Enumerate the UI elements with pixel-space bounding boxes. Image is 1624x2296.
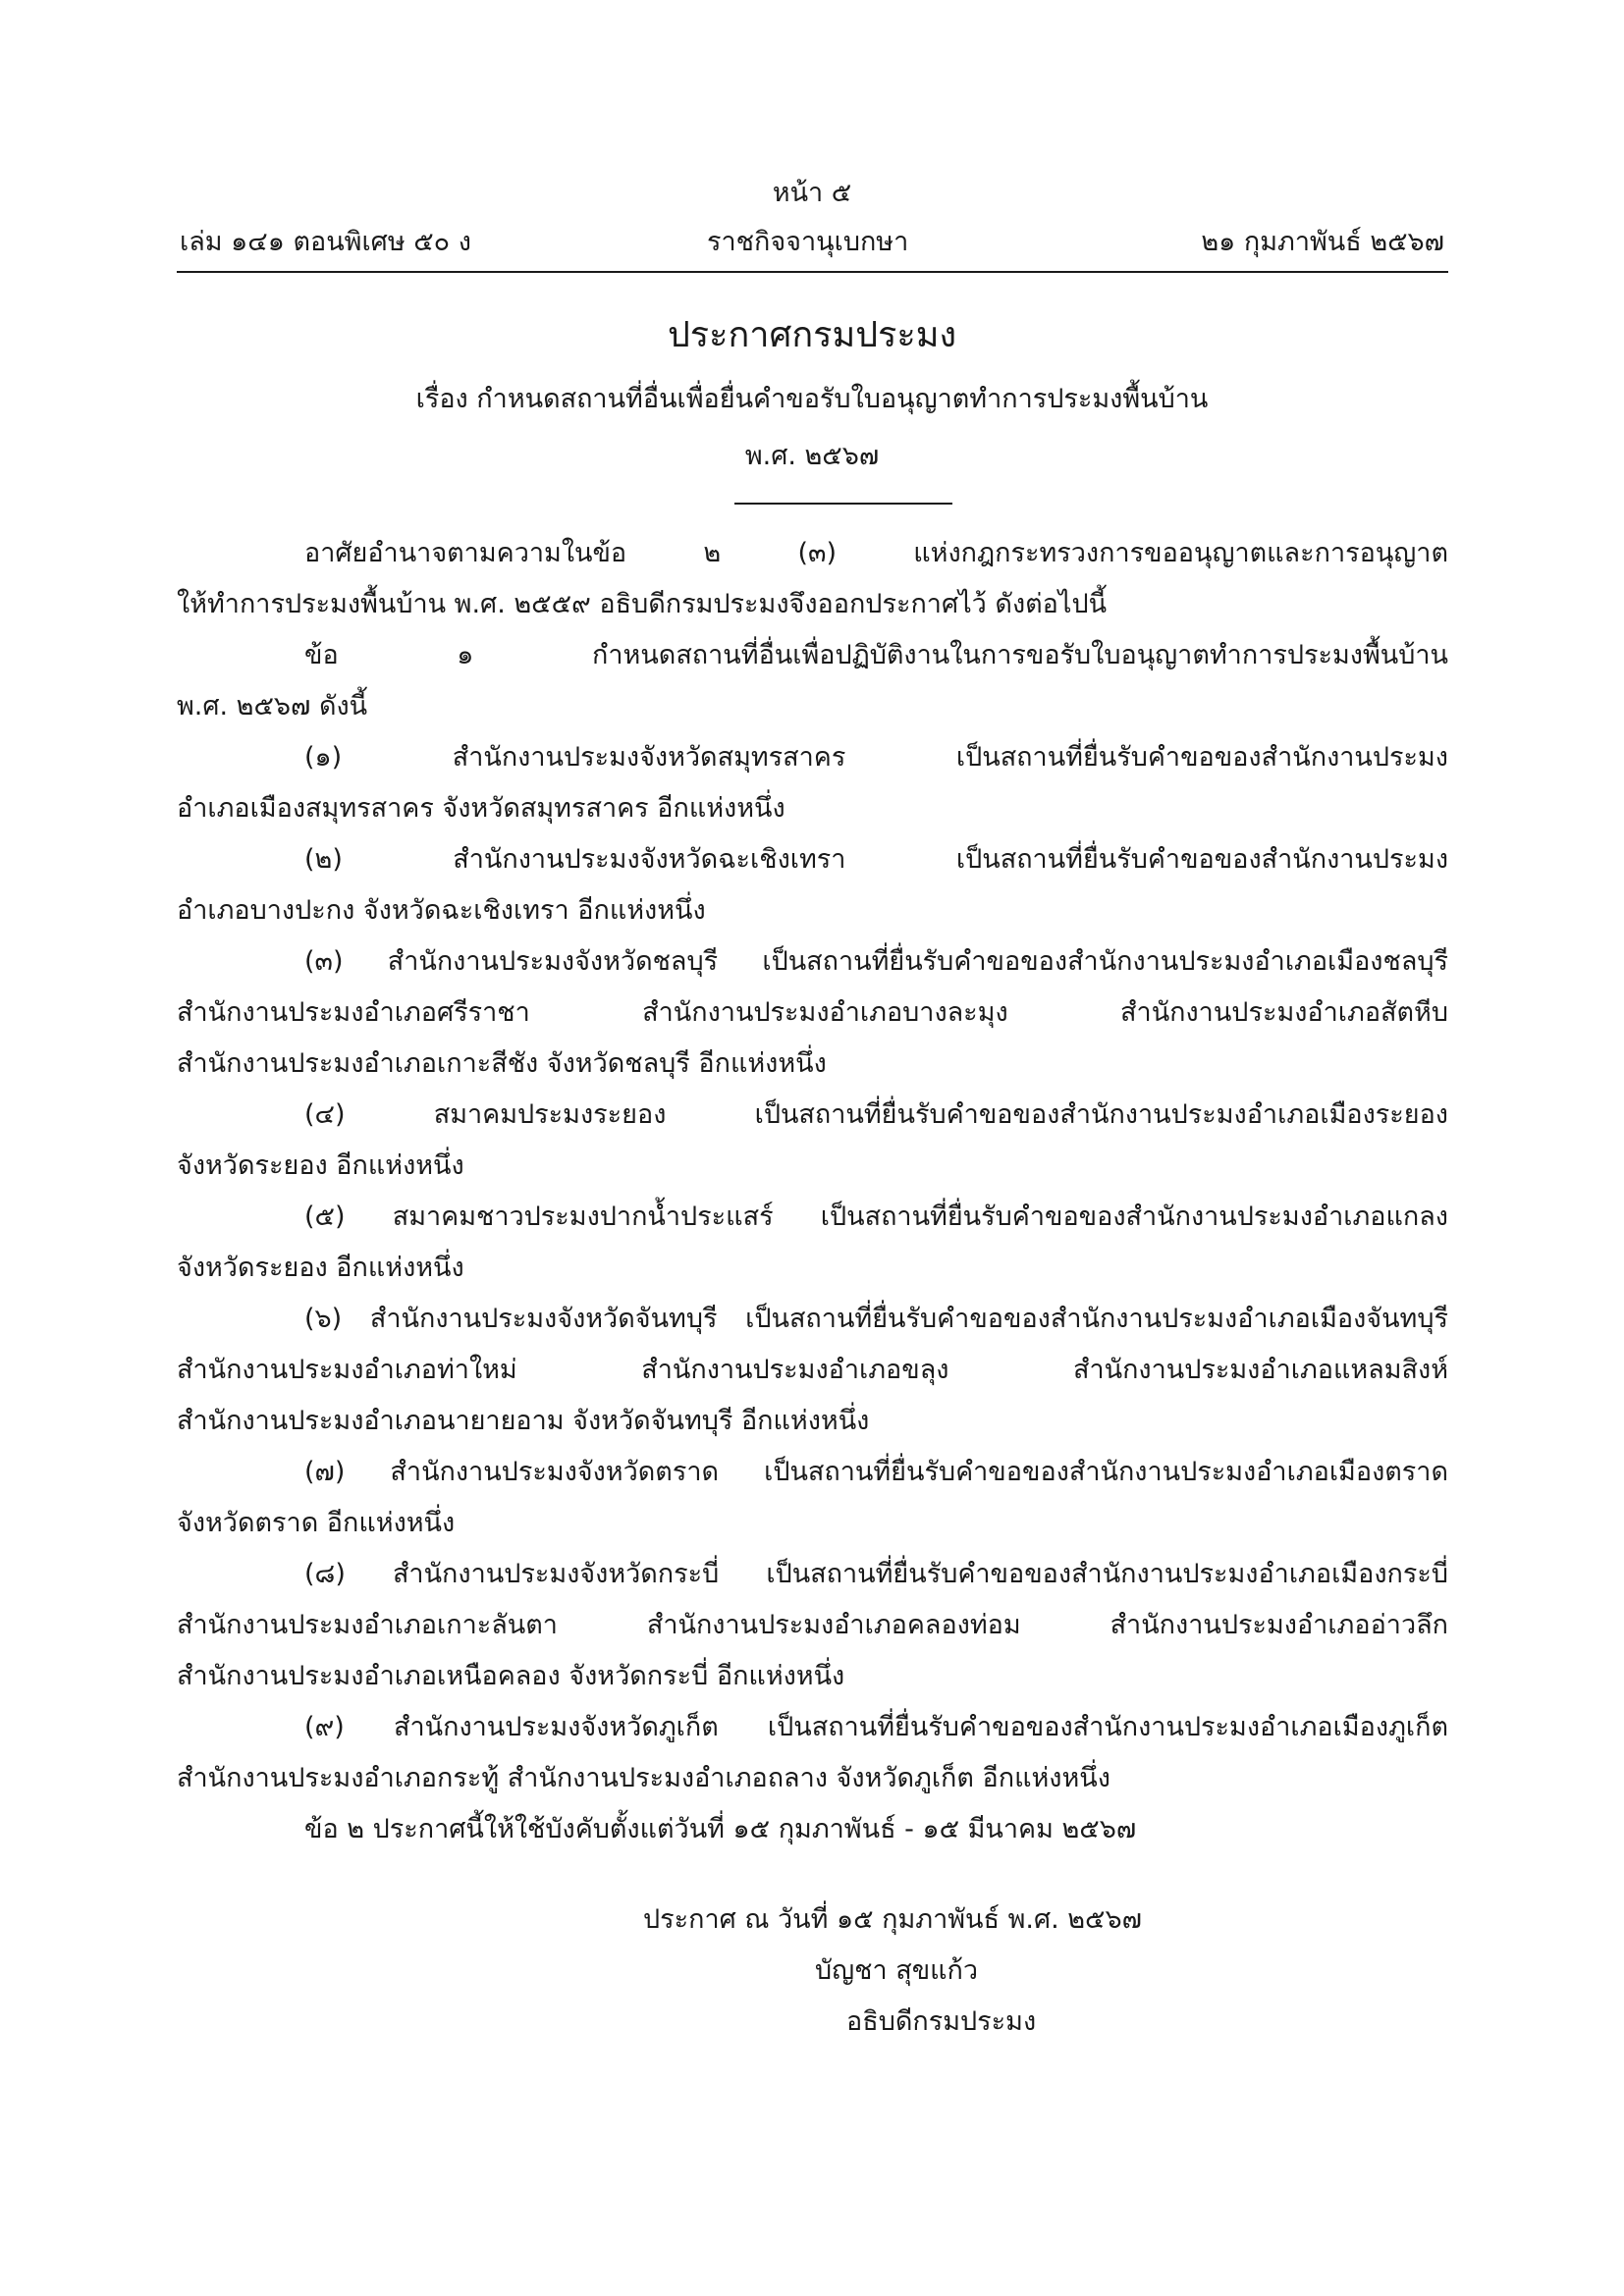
body-line: (๕) สมาคมชาวประมงปากน้ำประแสร์ เป็นสถานที่ยื่นรับคำขอของสำนักงานประมงอำเภอแกลง xyxy=(304,1201,1448,1232)
body-line: อำเภอบางปะกง จังหวัดฉะเชิงเทรา อีกแห่งหนึ่ง xyxy=(177,895,706,926)
body-line: (๑) สำนักงานประมงจังหวัดสมุทรสาคร เป็นสถานที่ยื่นรับคำขอของสำนักงานประมง xyxy=(304,742,1448,773)
body-line: จังหวัดระยอง อีกแห่งหนึ่ง xyxy=(177,1253,464,1283)
body-line: (๘) สำนักงานประมงจังหวัดกระบี่ เป็นสถานที่ยื่นรับคำขอของสำนักงานประมงอำเภอเมืองกระบี่ xyxy=(304,1559,1448,1589)
body-line: (๗) สำนักงานประมงจังหวัดตราด เป็นสถานที่ยื่นรับคำขอของสำนักงานประมงอำเภอเมืองตราด xyxy=(304,1457,1448,1487)
body-line: พ.ศ. ๒๕๖๗ ดังนี้ xyxy=(177,691,368,721)
announcement-subject: เรื่อง กำหนดสถานที่อื่นเพื่อยื่นคำขอรับใบอนุญาตทำการประมงพื้นบ้าน xyxy=(415,384,1209,414)
page-number: หน้า ๕ xyxy=(772,178,852,208)
header-rule xyxy=(177,271,1448,273)
volume-info: เล่ม ๑๔๑ ตอนพิเศษ ๕๐ ง xyxy=(180,227,471,257)
body-line: สำนักงานประมงอำเภอเกาะลันตา สำนักงานประมงอำเภอคลองท่อม สำนักงานประมงอำเภออ่าวลึก xyxy=(177,1610,1448,1640)
announcement-title: ประกาศกรมประมง xyxy=(667,315,957,355)
body-line: (๓) สำนักงานประมงจังหวัดชลบุรี เป็นสถานที่ยื่นรับคำขอของสำนักงานประมงอำเภอเมืองชลบุรี xyxy=(304,946,1448,977)
signatory-title: อธิบดีกรมประมง xyxy=(846,2006,1037,2037)
gazette-name: ราชกิจจานุเบกษา xyxy=(707,227,909,257)
body-line: ให้ทำการประมงพื้นบ้าน พ.ศ. ๒๕๕๙ อธิบดีกรมประมงจึงออกประกาศไว้ ดังต่อไปนี้ xyxy=(177,589,1108,619)
body-line: (๙) สำนักงานประมงจังหวัดภูเก็ต เป็นสถานที่ยื่นรับคำขอของสำนักงานประมงอำเภอเมืองภูเก็ต xyxy=(304,1712,1448,1742)
body-line: (๔) สมาคมประมงระยอง เป็นสถานที่ยื่นรับคำขอของสำนักงานประมงอำเภอเมืองระยอง xyxy=(304,1099,1448,1130)
body-line: ข้อ ๒ ประกาศนี้ให้ใช้บังคับตั้งแต่วันที่ ๑๕ กุมภาพันธ์ - ๑๕ มีนาคม ๒๕๖๗ xyxy=(304,1814,1137,1844)
body-line: จังหวัดตราด อีกแห่งหนึ่ง xyxy=(177,1508,456,1538)
body-line: สำนักงานประมงอำเภอกระทู้ สำนักงานประมงอำเภอถลาง จังหวัดภูเก็ต อีกแห่งหนึ่ง xyxy=(177,1763,1110,1793)
body-line: อำเภอเมืองสมุทรสาคร จังหวัดสมุทรสาคร อีกแห่งหนึ่ง xyxy=(177,793,785,824)
body-line: (๒) สำนักงานประมงจังหวัดฉะเชิงเทรา เป็นสถานที่ยื่นรับคำขอของสำนักงานประมง xyxy=(304,844,1448,875)
publication-date: ๒๑ กุมภาพันธ์ ๒๕๖๗ xyxy=(1201,227,1444,257)
body-line: สำนักงานประมงอำเภอนายายอาม จังหวัดจันทบุรี อีกแห่งหนึ่ง xyxy=(177,1406,870,1436)
body-line: สำนักงานประมงอำเภอเหนือคลอง จังหวัดกระบี่ อีกแห่งหนึ่ง xyxy=(177,1661,845,1691)
body-line: สำนักงานประมงอำเภอเกาะสีชัง จังหวัดชลบุรี อีกแห่งหนึ่ง xyxy=(177,1048,827,1079)
signatory-name: บัญชา สุขแก้ว xyxy=(815,1955,979,1986)
title-rule xyxy=(734,503,952,505)
body-line: ข้อ ๑ กำหนดสถานที่อื่นเพื่อปฏิบัติงานในการขอรับใบอนุญาตทำการประมงพื้นบ้าน xyxy=(304,640,1448,670)
body-line: อาศัยอำนาจตามความในข้อ ๒ (๓) แห่งกฎกระทรวงการขออนุญาตและการอนุญาต xyxy=(304,538,1448,568)
body-line: (๖) สำนักงานประมงจังหวัดจันทบุรี เป็นสถานที่ยื่นรับคำขอของสำนักงานประมงอำเภอเมืองจันทบุรี xyxy=(304,1304,1448,1334)
body-line: สำนักงานประมงอำเภอศรีราชา สำนักงานประมงอำเภอบางละมุง สำนักงานประมงอำเภอสัตหีบ xyxy=(177,997,1448,1028)
body-line: สำนักงานประมงอำเภอท่าใหม่ สำนักงานประมงอำเภอขลุง สำนักงานประมงอำเภอแหลมสิงห์ xyxy=(177,1355,1448,1385)
announcement-year: พ.ศ. ๒๕๖๗ xyxy=(744,441,880,471)
announcement-date: ประกาศ ณ วันที่ ๑๕ กุมภาพันธ์ พ.ศ. ๒๕๖๗ xyxy=(643,1904,1142,1935)
body-line: จังหวัดระยอง อีกแห่งหนึ่ง xyxy=(177,1150,464,1181)
